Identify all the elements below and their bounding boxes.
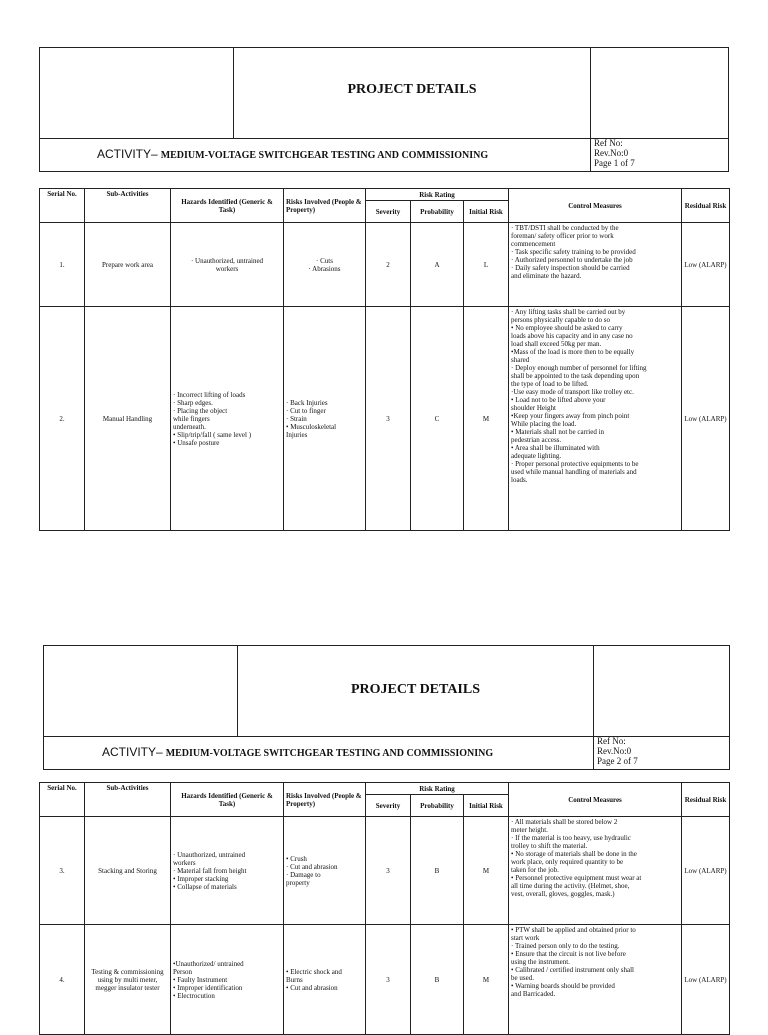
col-hazards: Hazards Identified (Generic & Task) [171,783,284,817]
initial-risk-cell: L [464,223,509,307]
list-item: • Slip/trip/fall ( same level ) [173,430,252,439]
list-item: loads above his capacity and in any case no [511,332,633,340]
list-item: and eliminate the hazard. [511,272,582,280]
col-severity: Severity [366,795,411,817]
logo-cell-right [590,48,730,138]
logo-cell-left [44,646,238,736]
control-measures-cell [509,307,682,531]
ref-no: Ref No: [594,138,623,148]
hazards-list [173,257,281,273]
list-item: using the instrument. [511,958,570,966]
rev-no: Rev.No:0 [597,746,632,756]
list-item: all time during the activity. (Helmet, shoe, [511,882,630,890]
col-risk-rating: Risk Rating [366,783,509,795]
list-item: work place, only required quantity to be [511,858,624,866]
list-item: vest, overall, gloves, goggles, mask.) [511,890,615,898]
serial-cell: 4. [40,925,85,1035]
severity-cell: 2 [366,223,411,307]
list-item: While placing the load. [511,420,577,428]
activity-line [102,745,493,760]
list-item: be used. [511,974,534,982]
col-risk-rating: Risk Rating [366,189,509,201]
control-measures-cell [509,925,682,1035]
list-item: ·Use easy mode of transport like trolley etc. [511,388,634,396]
ref-block [597,736,638,766]
list-item: · Material fall from height [173,866,247,875]
list-item: • Load not to be lifted above your [511,396,606,404]
list-item: · Incorrect lifting of loads [173,390,246,399]
col-control: Control Measures [509,189,682,223]
list-item: · Trained person only to do the testing. [511,942,620,950]
serial-cell: 3. [40,817,85,925]
activity-name: MEDIUM-VOLTAGE SWITCHGEAR TESTING AND COMMISSIONING [165,748,494,759]
activity-line [97,147,488,162]
list-item: • Electric shock and [286,967,342,976]
risks-list [286,399,363,439]
risks-cell [284,307,366,531]
list-item: trolley to shift the material. [511,842,588,850]
list-item: • Warning boards should be provided [511,982,615,990]
hazards-cell [171,925,284,1035]
severity-cell: 3 [366,307,411,531]
col-sub-activities: Sub-Activities [85,189,171,223]
serial-cell: 1. [40,223,85,307]
initial-risk-cell: M [464,817,509,925]
list-item: · Damage to [286,870,321,879]
list-item: · Sharp edges. [173,398,213,407]
list-item: · Strain [286,414,307,423]
controls-list [511,308,679,484]
col-probability: Probability [411,201,464,223]
list-item: • PTW shall be applied and obtained prior to [511,926,636,934]
sub-activity-cell: Prepare work area [85,223,171,307]
list-item: underneath. [173,422,206,431]
page-number: Page 2 of 7 [597,756,638,766]
list-item: foreman/ safety officer prior to work [511,232,614,240]
controls-list [511,926,679,998]
activity-label: ACTIVITY– [97,147,158,161]
control-measures-cell [509,817,682,925]
controls-list [511,224,679,280]
col-control: Control Measures [509,783,682,817]
list-item: and Barricaded. [511,990,556,998]
residual-risk-cell: Low (ALARP) [682,925,730,1035]
risks-cell [284,925,366,1035]
list-item: • No storage of materials shall be done in the [511,850,637,858]
list-item: adequate lighting. [511,452,562,460]
risks-list [286,257,363,273]
list-item: · Abrasions [308,264,341,273]
list-item: • Cut and abrasion [286,983,338,992]
logo-cell-right [593,646,731,736]
list-item: shared [511,356,530,364]
list-item: meter height. [511,826,548,834]
ref-divider [593,736,594,769]
activity-name: MEDIUM-VOLTAGE SWITCHGEAR TESTING AND COMMISSIONING [160,150,489,161]
list-item: Person [173,967,193,976]
list-item: · Proper personal protective equipments to be [511,460,639,468]
serial-cell: 2. [40,307,85,531]
list-item: property [286,878,310,887]
list-item: · Unauthorized, untrained [190,256,264,265]
hazards-list [173,851,281,891]
page-number: Page 1 of 7 [594,158,635,168]
list-item: taken for the job. [511,866,559,874]
col-serial: Serial No. [40,783,85,817]
list-item: • Area shall be illuminated with [511,444,600,452]
list-item: • Faulty Instrument [173,975,228,984]
list-item: · Authorized personnel to undertake the job [511,256,633,264]
severity-cell: 3 [366,817,411,925]
list-item: commencement [511,240,556,248]
ref-divider [590,138,591,171]
list-item: •Unauthorized/ untrained [173,959,244,968]
list-item: load shall exceed 50kg per man. [511,340,602,348]
list-item: workers [215,264,239,273]
list-item: • Crush [286,854,307,863]
initial-risk-cell: M [464,307,509,531]
hazards-cell [171,817,284,925]
list-item: · Placing the object [173,406,228,415]
list-item: · Cut to finger [286,406,326,415]
sub-activity-cell: Testing & commissioning using by multi meter, megger insulator tester [85,925,171,1035]
list-item: persons physically capable to do so [511,316,610,324]
list-item: • Collapse of materials [173,882,237,891]
list-item: · Unauthorized, untrained [173,850,246,859]
list-item: used while manual handling of materials and [511,468,637,476]
residual-risk-cell: Low (ALARP) [682,307,730,531]
list-item: · Task specific safety training to be provided [511,248,636,256]
hazards-list [173,960,281,1000]
col-risks: Risks Involved (People & Property) [284,189,366,223]
residual-risk-cell: Low (ALARP) [682,817,730,925]
col-risks: Risks Involved (People & Property) [284,783,366,817]
list-item: · Cut and abrasion [286,862,338,871]
page-title: PROJECT DETAILS [350,682,480,697]
list-item: shall be appointed to the task depending upon [511,372,640,380]
list-item: •Mass of the load is more then to be equally [511,348,635,356]
col-initial-risk: Initial Risk [464,795,509,817]
ref-block [594,138,635,168]
hazards-list [173,391,281,447]
risk-table-page-2 [39,782,730,1035]
table-row [40,307,730,531]
list-item: · Daily safety inspection should be carried [511,264,630,272]
control-measures-cell [509,223,682,307]
initial-risk-cell: M [464,925,509,1035]
table-row [40,925,730,1035]
list-item: · TBT/DSTI shall be conducted by the [511,224,619,232]
list-item: • Improper stacking [173,874,229,883]
residual-risk-cell: Low (ALARP) [682,223,730,307]
severity-cell: 3 [366,925,411,1035]
list-item: • Electrocution [173,991,215,1000]
list-item: •Keep your fingers away from pinch point [511,412,630,420]
table-row [40,223,730,307]
list-item: · Any lifting tasks shall be carried out by [511,308,626,316]
list-item: · If the material is too heavy, use hydraulic [511,834,631,842]
ref-no: Ref No: [597,736,626,746]
probability-cell: B [411,925,464,1035]
probability-cell: C [411,307,464,531]
hazards-cell [171,223,284,307]
col-serial: Serial No. [40,189,85,223]
list-item: shoulder Height [511,404,556,412]
list-item: • Unsafe posture [173,438,220,447]
sub-activity-cell: Manual Handling [85,307,171,531]
col-sub-activities: Sub-Activities [85,783,171,817]
list-item: • Personnel protective equipment must wear at [511,874,642,882]
list-item: the type of load to be lifted. [511,380,589,388]
list-item: • Improper identification [173,983,243,992]
list-item: • Musculoskeletal [286,422,337,431]
logo-cell-left [40,48,234,138]
sub-activity-cell: Stacking and Storing [85,817,171,925]
list-item: start work [511,934,540,942]
page-title: PROJECT DETAILS [347,82,477,97]
table-row [40,817,730,925]
list-item: · Cuts [316,256,333,265]
project-header-page-1 [39,47,729,172]
list-item: • Ensure that the circuit is not live before [511,950,626,958]
list-item: workers [173,858,196,867]
col-hazards: Hazards Identified (Generic & Task) [171,189,284,223]
list-item: · Back Injuries [286,398,328,407]
hazards-cell [171,307,284,531]
list-item: pedestrian access. [511,436,562,444]
list-item: · All materials shall be stored below 2 [511,818,618,826]
risks-cell [284,817,366,925]
risks-list [286,855,363,887]
col-residual: Residual Risk [682,189,730,223]
list-item: Burns [286,975,303,984]
col-residual: Residual Risk [682,783,730,817]
probability-cell: A [411,223,464,307]
risks-list [286,968,363,992]
list-item: loads. [511,476,528,484]
rev-no: Rev.No:0 [594,148,629,158]
list-item: · Deploy enough number of personnel for lifting [511,364,647,372]
risks-cell [284,223,366,307]
project-header-page-2 [43,645,730,770]
list-item: • Calibrated / certified instrument only shall [511,966,634,974]
col-severity: Severity [366,201,411,223]
list-item: while fingers [173,414,210,423]
activity-label: ACTIVITY– [102,745,163,759]
risk-table-page-1 [39,188,730,531]
list-item: Injuries [286,430,308,439]
list-item: • Materials shall not be carried in [511,428,605,436]
probability-cell: B [411,817,464,925]
col-probability: Probability [411,795,464,817]
col-initial-risk: Initial Risk [464,201,509,223]
controls-list [511,818,679,898]
list-item: • No employee should be asked to carry [511,324,623,332]
